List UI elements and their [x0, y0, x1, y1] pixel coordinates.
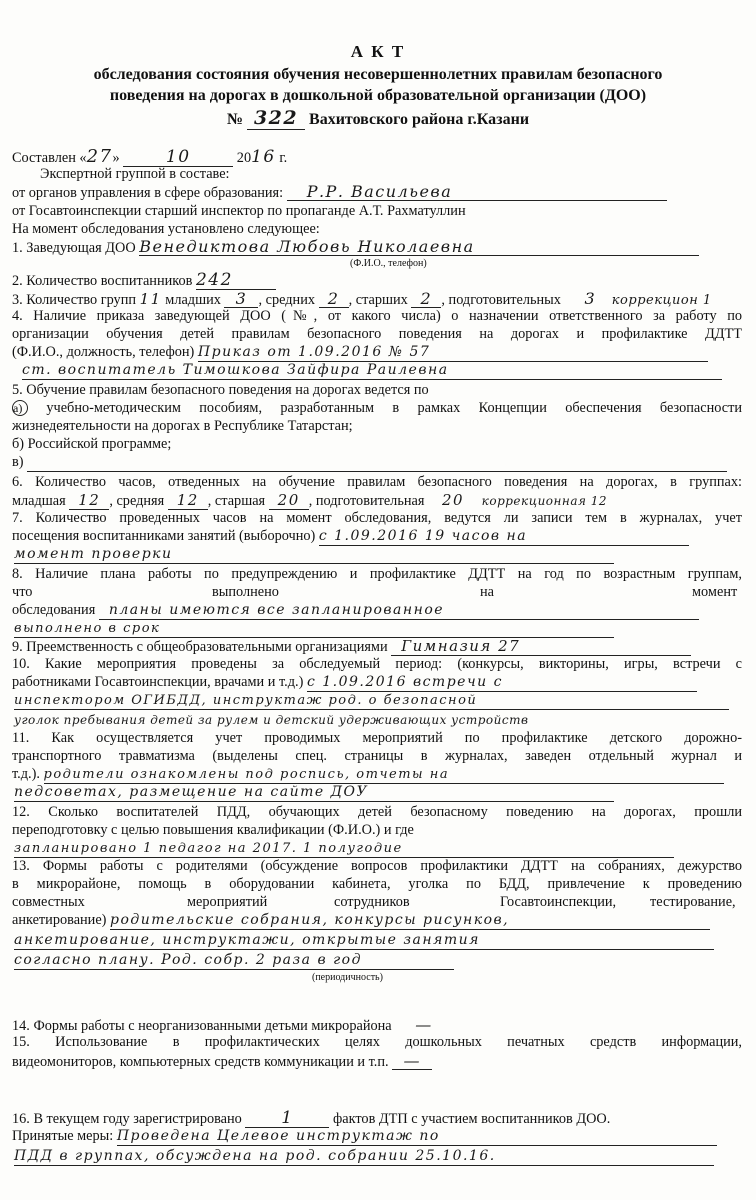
item-11-line2: транспортного травматизма (выделены спец. страницы в журналах, заведен отдельный журнал и: [12, 748, 742, 764]
item-12-line2: переподготовку с целью повышения квалификации (Ф.И.О.) и где: [12, 822, 414, 838]
handwritten-hours-senior: 20: [269, 492, 309, 510]
handwritten-authority-name: Р.Р. Васильева: [287, 183, 667, 201]
item-15-label: видеомониторов, компьютерных средств коммуникации и т.п.: [12, 1054, 389, 1070]
accidents-suffix: фактов ДТП с участием воспитанников ДОО.: [333, 1111, 611, 1127]
item-4-line2: организации обучения детей правилам безопасного поведения на дорогах и профилактике ДДТТ: [12, 326, 742, 342]
item-7-label: посещения воспитанниками занятий (выборочно): [12, 528, 316, 544]
handwritten-parents-forms-2: анкетирование, инструктажи, открытые занятия: [14, 932, 714, 950]
item-12-line1: 12. Сколько воспитателей ПДД, обучающих детей безопасному поведению на дорогах, прошли: [12, 804, 742, 820]
item-9-line: [12, 638, 742, 656]
document-subtitle-line2: поведения на дорогах в дошкольной образовательной организации (ДОО): [109, 87, 647, 104]
education-authority-label: от органов управления в сфере образования:: [12, 185, 284, 201]
handwritten-dash-15: —: [392, 1052, 432, 1070]
handwritten-order: Приказ от 1.09.2016 № 57: [198, 344, 708, 362]
item-7-line1: 7. Количество проведенных часов на момент обследования, ведутся ли записи тем в журналах, учет: [12, 510, 742, 526]
item-3-label: 3. Количество групп: [12, 292, 137, 308]
district-text: Вахитовского района г.Казани: [309, 111, 530, 128]
hours-senior-label: , старшая: [207, 493, 266, 509]
handwritten-school-number: 322: [247, 107, 305, 130]
date-mid: »: [112, 150, 120, 166]
handwritten-accounting: родители ознакомлены под роспись, отчеты на: [44, 766, 724, 784]
document-title: А К Т: [350, 42, 406, 61]
handwritten-responsible: ст. воспитатель Тимошкова Зайфира Раилевна: [22, 362, 722, 380]
item-11-td: т.д.).: [12, 766, 40, 782]
item-15-line2: [12, 1052, 742, 1071]
document-subtitle-line1: обследования состояния обучения несовершеннолетних правилам безопасного: [93, 66, 663, 83]
handwritten-day: 27: [86, 146, 113, 167]
handwritten-done-in-time: выполнено в срок: [14, 620, 614, 638]
handwritten-pupils-count: 242: [196, 272, 276, 290]
handwritten-hours-held: с 1.09.2016 19 часов на: [319, 528, 689, 546]
option-v-label: в): [12, 454, 24, 470]
item-13-line4: [12, 912, 742, 930]
handwritten-measures-2: ПДД в группах, обсуждена на род. собрании 25.10.16.: [14, 1148, 714, 1166]
obsledovaniya-label: обследования: [12, 602, 96, 618]
item-13-line5: [14, 932, 744, 950]
item-8-line1: 8. Наличие плана работы по предупреждению и профилактике ДДТТ на год по возрастным группам,: [12, 566, 742, 582]
handwritten-correction: коррекцион 1: [611, 293, 712, 308]
handwritten-hours-correction: коррекционная 12: [481, 494, 608, 508]
word-meropriyatiy: мероприятий: [187, 894, 268, 910]
item-4-fio-label: (Ф.И.О., должность, телефон): [12, 344, 195, 360]
item-4-line4: [22, 362, 752, 380]
handwritten-events-end: уголок пребывания детей за рулем и детский удерживающих устройств: [14, 713, 529, 727]
handwritten-events-start: с 1.09.2016 встречи с: [307, 674, 697, 692]
anketirovanie-label: анкетирование): [12, 912, 107, 928]
handwritten-year: 16: [251, 147, 276, 167]
item-11-line4: [14, 784, 744, 802]
word-sotrudnikov: сотрудников: [334, 894, 410, 910]
handwritten-gymnasium: Гимназия 27: [391, 638, 691, 656]
junior-label: младших: [165, 292, 221, 308]
handwritten-events-mid: инспектором ОГИБДД, инструктаж род. о безопасной: [14, 692, 729, 710]
item-3-groups: [12, 290, 742, 309]
measures-label: Принятые меры:: [12, 1128, 114, 1144]
handwritten-senior: 2: [411, 290, 441, 308]
item-5a-line2: жизнедеятельности на дорогах в Республике Татарстан;: [12, 418, 353, 434]
item-4-line1: 4. Наличие приказа заведующей ДОО (№, от какого числа) о назначении ответственного за работу по: [12, 308, 742, 324]
item-14-line: [12, 1016, 742, 1035]
preparatory-label: , подготовительных: [441, 292, 561, 308]
word-testirovanie: тестирование,: [650, 894, 736, 910]
item-2-label: 2. Количество воспитанников: [12, 273, 193, 289]
handwritten-month: 10: [123, 149, 233, 167]
item-10-line2: [12, 674, 742, 692]
item-5v-line: [12, 454, 742, 472]
item-6-line1: 6. Количество часов, отведенных на обучение правилам безопасного поведения на дорогах, в группах:: [12, 474, 742, 490]
item-10-line1: 10. Какие мероприятия проведены за обследуемый период: (конкурсы, викторины, игры, встречи с: [12, 656, 742, 672]
item-11-line1: 11. Как осуществляется учет проводимых мероприятий по профилактике детского дорожно-: [12, 730, 742, 746]
senior-label: , старших: [348, 292, 408, 308]
middle-label: , средних: [258, 292, 315, 308]
item-5-line: 5. Обучение правилам безопасного поведения на дорогах ведется по: [12, 382, 429, 398]
word-vypolneno: выполнено: [212, 584, 279, 600]
item-5b-line: б) Российской программе;: [12, 436, 172, 452]
item-7-line2: [12, 528, 742, 546]
item-16-line1: [12, 1110, 742, 1128]
handwritten-hours-junior: 12: [69, 492, 109, 510]
handwritten-head-name: Венедиктова Любовь Николаевна: [139, 238, 699, 256]
item-1-label: 1. Заведующая ДОО: [12, 240, 136, 256]
item-16-line3: [14, 1148, 744, 1166]
item-8-line4: [14, 620, 744, 638]
number-sign: №: [226, 111, 244, 128]
handwritten-junior: 3: [224, 290, 258, 308]
handwritten-plans: планы имеются все запланированное: [99, 602, 699, 620]
item-4-line3: [12, 344, 742, 362]
hours-middle-label: , средняя: [109, 493, 165, 509]
item-8-line3: [12, 602, 742, 620]
periodicity-note: (периодичность): [312, 972, 383, 983]
item-6-line2: [12, 492, 742, 510]
word-moment: момент: [692, 584, 738, 600]
word-chto: что: [12, 584, 33, 600]
handwritten-measures: Проведена Целевое инструктаж по: [117, 1128, 717, 1146]
handwritten-hours-middle: 12: [168, 492, 208, 510]
item-13-line1: 13. Формы работы с родителями (обсуждение вопросов профилактики ДДТТ на собраниях, дежурство: [12, 858, 742, 874]
item-16-line2: [12, 1128, 742, 1146]
handwritten-groups-total: 11: [139, 290, 162, 308]
handwritten-training: запланировано 1 педагог на 2017. 1 полугодие: [14, 840, 674, 858]
handwritten-check-moment: момент проверки: [14, 546, 614, 564]
date-prefix: Составлен «: [12, 150, 87, 166]
word-sovmestnyh: совместных: [12, 894, 85, 910]
education-authority-line: [12, 183, 742, 202]
option-a-circled: а): [12, 400, 28, 416]
handwritten-middle: 2: [319, 290, 349, 308]
handwritten-parents-forms: родительские собрания, конкурсы рисунков,: [110, 912, 710, 930]
date-suffix: г.: [279, 150, 288, 166]
date-line: [12, 148, 742, 167]
item-11-line3: [12, 766, 742, 784]
item-12-line3: [14, 840, 744, 858]
handwritten-preparatory: 3: [584, 289, 597, 308]
item-16-label: 16. В текущем году зарегистрировано: [12, 1111, 242, 1127]
handwritten-periodicity: согласно плану. Род. собр. 2 раза в год: [14, 952, 454, 970]
gai-inspector-line: от Госавтоинспекции старший инспектор по пропаганде А.Т. Рахматуллин: [12, 203, 466, 219]
item-10-line4: [14, 712, 744, 729]
document-number-line: [0, 107, 756, 130]
word-gai: Госавтоинспекции,: [500, 894, 617, 910]
hours-junior-label: младшая: [12, 493, 66, 509]
option-a-text: учебно-методическим пособиям, разработанным в рамках Концепции обеспечения безопасности: [46, 400, 742, 416]
item-7-line3: [14, 546, 744, 564]
item-14-label: 14. Формы работы с неорганизованными детьми микрорайона: [12, 1018, 392, 1034]
expert-group-line: Экспертной группой в составе:: [40, 166, 230, 182]
item-10-label: работниками Госавтоинспекции, врачами и т.д.): [12, 674, 304, 690]
handwritten-dash-14: —: [415, 1015, 433, 1034]
handwritten-accident-count: 1: [245, 1110, 329, 1128]
fio-phone-note: (Ф.И.О., телефон): [350, 258, 427, 269]
word-na: на: [480, 584, 494, 600]
year-prefix: 20: [236, 150, 252, 166]
item-5a-line1: [12, 400, 742, 417]
item-10-line3: [14, 692, 744, 710]
item-2-pupils: [12, 272, 742, 290]
handwritten-hours-prep: 20: [442, 491, 465, 509]
item-9-label: 9. Преемственность с общеобразовательными организациями: [12, 639, 388, 655]
hours-prep-label: , подготовительная: [308, 493, 425, 509]
handwritten-pedsovet: педсоветах, размещение на сайте ДОУ: [14, 784, 614, 802]
item-15-line1: 15. Использование в профилактических целях дошкольных печатных средств информации,: [12, 1034, 742, 1050]
item-1-head: [12, 238, 742, 257]
item-13-line2: в микрорайоне, помощь в оборудовании кабинета, уголка по БДД, привлечение к проведению: [12, 876, 742, 892]
item-13-line6: [14, 952, 744, 970]
established-line: На момент обследования установлено следующее:: [12, 221, 320, 237]
